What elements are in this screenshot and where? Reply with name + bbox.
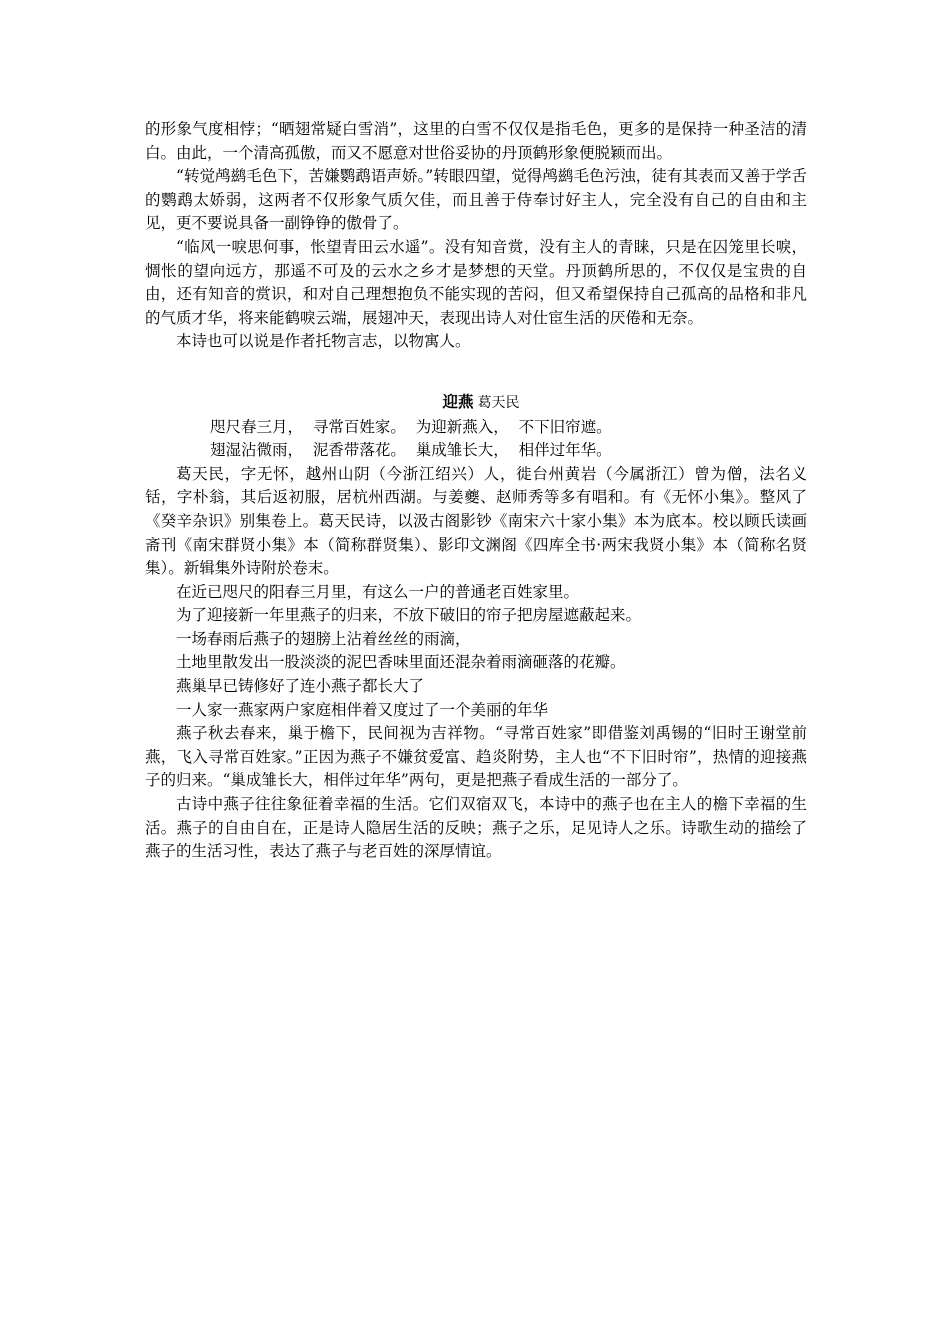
- paragraph-author-bio: 葛天民，字无怀，越州山阴（今浙江绍兴）人，徙台州黄岩（今属浙江）曾为僧，法名义铦，字朴翁，其后返初服，居杭州西湖。与姜夔、赵师秀等多有唱和。有《无怀小集》。整风了《癸辛杂识》别集卷上。葛天民诗，以汲古阁影钞《南宋六十家小集》本为底本。校以顾氏读画斋刊《南宋群贤小集》本（简称群贤集）、影印文渊阁《四库全书·两宋我贤小集》本（简称名贤集）。新辑集外诗附於卷末。: [145, 464, 807, 578]
- translation-line-2: 为了迎接新一年里燕子的归来，不放下破旧的帘子把房屋遮蔽起来。: [176, 606, 642, 625]
- translation-line-6: 一人家一燕家两户家庭相伴着又度过了一个美丽的年华: [176, 700, 549, 719]
- translation-line-5: 燕巢早已铸修好了连小燕子都长大了: [176, 677, 425, 696]
- paragraph-analysis-1: 燕子秋去春来，巢于檐下，民间视为吉祥物。“寻常百姓家”即借鉴刘禹锡的“旧时王谢堂前燕，飞入寻常百姓家。”正因为燕子不嫌贫爱富、趋炎附势，主人也“不下旧时帘”，热情的迎接燕子的归来。“巢成雏长大，相伴过年华”两句，更是把燕子看成生活的一部分了。: [145, 724, 807, 790]
- poem-author: 葛天民: [477, 394, 520, 411]
- translation-line-4: 土地里散发出一股淡淡的泥巴香味里面还混杂着雨滴砸落的花瓣。: [176, 653, 626, 672]
- poem-title: 迎燕: [442, 391, 474, 411]
- paragraph-crane-summary: 本诗也可以说是作者托物言志，以物寓人。: [176, 332, 471, 351]
- paragraph-crane-continuation: 的形象气度相悖；“晒翅常疑白雪消”，这里的白雪不仅仅是指毛色，更多的是保持一种圣洁的清白。由此，一个清高孤傲，而又不愿意对世俗妥协的丹顶鹤形象便脱颖而出。: [145, 120, 807, 162]
- paragraph-crane-stanza-3: “转觉鸬鹚毛色下，苦嫌鹦鹉语声娇。”转眼四望，觉得鸬鹚毛色污浊，徒有其表而又善于学舌的鹦鹉太娇弱，这两者不仅形象气质欠佳，而且善于侍奉讨好主人，完全没有自己的自由和主见，更不要说具备一副铮铮的傲骨了。: [145, 167, 807, 233]
- section-gap: [145, 354, 807, 390]
- poem-line-2: 翅湿沾微雨， 泥香带落花。 巢成雏长大， 相伴过年华。: [210, 441, 612, 460]
- poem-heading: [145, 390, 807, 416]
- document-body: [145, 118, 807, 864]
- paragraph-analysis-2: 古诗中燕子往往象征着幸福的生活。它们双宿双飞，本诗中的燕子也在主人的檐下幸福的生活。燕子的自由自在，正是诗人隐居生活的反映；燕子之乐，足见诗人之乐。诗歌生动的描绘了燕子的生活习性，表达了燕子与老百姓的深厚情谊。: [145, 795, 807, 861]
- translation-line-1: 在近已咫尺的阳春三月里，有这么一户的普通老百姓家里。: [176, 582, 580, 601]
- poem-line-1: 咫尺春三月， 寻常百姓家。 为迎新燕入， 不下旧帘遮。: [210, 417, 612, 436]
- translation-line-3: 一场春雨后燕子的翅膀上沾着丝丝的雨滴，: [176, 629, 471, 648]
- paragraph-crane-stanza-4: “临风一唳思何事，怅望青田云水遥”。没有知音赏，没有主人的青睐，只是在囚笼里长唳，惆怅的望向远方，那遥不可及的云水之乡才是梦想的天堂。丹顶鹤所思的，不仅仅是宝贵的自由，还有知音的赏识，和对自己理想抱负不能实现的苦闷，但又希望保持自己孤高的品格和非凡的气质才华，将来能鹤唳云端，展翅冲天，表现出诗人对仕宦生活的厌倦和无奈。: [145, 237, 807, 327]
